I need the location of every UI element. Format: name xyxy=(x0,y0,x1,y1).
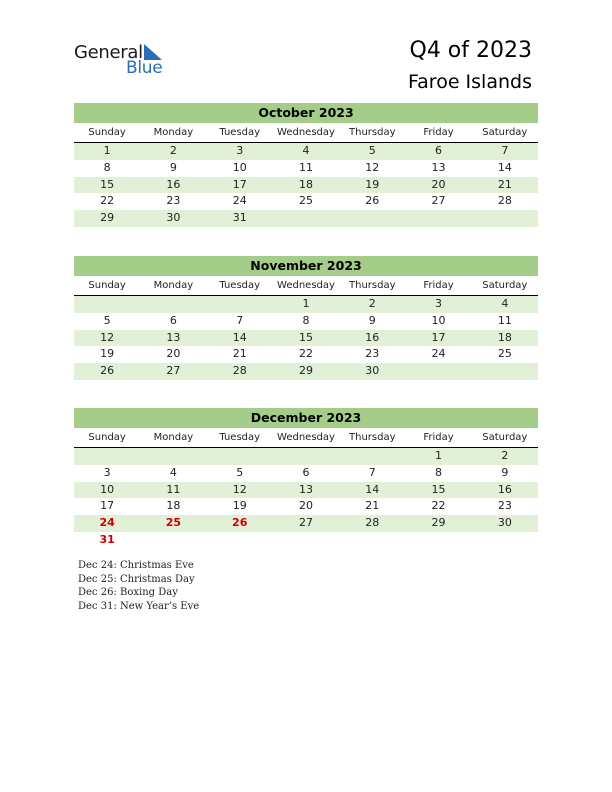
day-cell: 27 xyxy=(166,364,181,378)
week-row xyxy=(74,160,538,177)
day-cell: 14 xyxy=(365,482,380,496)
holiday-note: Dec 25: Christmas Day xyxy=(78,573,195,585)
day-cell: 16 xyxy=(166,177,181,191)
day-cell: 8 xyxy=(103,160,111,174)
day-cell: 27 xyxy=(431,194,446,208)
weekday-label: Saturday xyxy=(482,432,528,443)
day-cell: 2 xyxy=(501,449,509,462)
weekday-label: Monday xyxy=(153,127,194,138)
weekday-label: Wednesday xyxy=(277,280,335,291)
week-row xyxy=(74,498,538,515)
day-cell: 14 xyxy=(497,160,512,174)
day-cell: 2 xyxy=(368,297,376,310)
day-cell: 23 xyxy=(365,347,380,361)
empty-day-cell xyxy=(140,448,206,465)
day-cell: 8 xyxy=(435,465,443,479)
weekday-label: Wednesday xyxy=(277,127,335,138)
day-cell: 24 xyxy=(232,194,247,208)
week-row xyxy=(74,330,538,347)
day-cell: 12 xyxy=(100,330,115,344)
day-cell: 1 xyxy=(302,297,310,310)
week-row xyxy=(74,346,538,363)
weekday-label: Saturday xyxy=(482,280,528,291)
weekday-label: Sunday xyxy=(88,432,126,443)
day-cell: 25 xyxy=(497,347,512,361)
day-cell: 9 xyxy=(501,465,509,479)
weekday-label: Tuesday xyxy=(219,127,261,138)
day-cell: 22 xyxy=(298,347,313,361)
day-cell: 13 xyxy=(166,330,181,344)
day-cell: 29 xyxy=(100,211,115,225)
day-cell: 18 xyxy=(497,330,512,344)
empty-day-cell xyxy=(405,532,471,549)
day-cell: 17 xyxy=(431,330,446,344)
weekday-label: Sunday xyxy=(88,280,126,291)
day-cell: 9 xyxy=(169,160,177,174)
holiday-note: Dec 24: Christmas Eve xyxy=(78,560,194,571)
day-cell: 13 xyxy=(298,482,313,496)
day-cell: 5 xyxy=(236,465,244,479)
day-cell: 22 xyxy=(100,194,115,208)
week-row xyxy=(74,143,538,160)
day-cell: 14 xyxy=(232,330,247,344)
month-october xyxy=(74,103,538,227)
day-cell: 6 xyxy=(435,144,443,157)
day-cell: 15 xyxy=(431,482,446,496)
day-cell: 22 xyxy=(431,499,446,513)
week-row xyxy=(74,363,538,380)
weekday-label: Friday xyxy=(423,280,454,291)
day-cell: 28 xyxy=(232,364,247,378)
day-cell: 15 xyxy=(100,177,115,191)
day-cell: 18 xyxy=(298,177,313,191)
weekday-label: Thursday xyxy=(349,280,396,291)
weekday-label: Thursday xyxy=(349,432,396,443)
day-cell: 9 xyxy=(368,313,376,327)
day-cell: 23 xyxy=(497,499,512,513)
day-cell: 18 xyxy=(166,499,181,513)
week-row xyxy=(74,465,538,482)
weekday-label: Saturday xyxy=(482,127,528,138)
weekday-label: Sunday xyxy=(88,127,126,138)
day-cell: 13 xyxy=(431,160,446,174)
day-cell: 12 xyxy=(365,160,380,174)
empty-day-cell xyxy=(472,532,538,549)
weekday-header-row xyxy=(74,278,538,296)
logo-word-blue: Blue xyxy=(126,58,163,78)
day-cell: 20 xyxy=(431,177,446,191)
weekday-header-row xyxy=(74,125,538,143)
month-november xyxy=(74,256,538,380)
week-row xyxy=(74,177,538,194)
weekday-label: Wednesday xyxy=(277,432,335,443)
holiday-note: Dec 31: New Year’s Eve xyxy=(78,600,200,612)
day-cell: 5 xyxy=(368,144,376,157)
day-cell: 2 xyxy=(169,144,177,157)
weekday-label: Thursday xyxy=(349,127,396,138)
day-cell: 15 xyxy=(298,330,313,344)
day-cell: 12 xyxy=(232,482,247,496)
week-row xyxy=(74,515,538,532)
day-cell: 4 xyxy=(501,297,509,310)
holiday-note: Dec 26: Boxing Day xyxy=(78,587,178,598)
day-cell: 25 xyxy=(298,194,313,208)
day-cell: 11 xyxy=(166,482,181,496)
day-cell: 21 xyxy=(497,177,512,191)
week-row xyxy=(74,313,538,330)
day-cell: 29 xyxy=(298,364,313,378)
empty-day-cell xyxy=(273,532,339,549)
empty-day-cell xyxy=(339,448,405,465)
day-cell: 31 xyxy=(232,211,247,225)
weekday-label: Monday xyxy=(153,432,194,443)
day-cell: 26 xyxy=(232,516,248,530)
day-cell: 17 xyxy=(232,177,247,191)
week-row xyxy=(74,296,538,313)
day-cell: 30 xyxy=(497,516,512,530)
weekday-label: Tuesday xyxy=(219,432,261,443)
empty-day-cell xyxy=(405,210,471,227)
day-cell: 26 xyxy=(100,364,115,378)
day-cell: 3 xyxy=(236,144,244,157)
day-cell: 25 xyxy=(165,516,182,530)
day-cell: 19 xyxy=(232,499,247,513)
weekday-label: Monday xyxy=(153,280,194,291)
holiday-notes xyxy=(78,559,199,613)
country-name: Faroe Islands xyxy=(407,71,532,93)
empty-day-cell xyxy=(339,532,405,549)
day-cell: 10 xyxy=(232,160,247,174)
day-cell: 7 xyxy=(236,313,244,327)
day-cell: 31 xyxy=(99,532,115,546)
day-cell: 8 xyxy=(302,313,310,327)
day-cell: 6 xyxy=(302,465,310,479)
day-cell: 24 xyxy=(99,516,115,530)
day-cell: 30 xyxy=(166,211,181,225)
day-cell: 26 xyxy=(365,194,380,208)
empty-day-cell xyxy=(472,363,538,380)
empty-day-cell xyxy=(273,448,339,465)
day-cell: 16 xyxy=(365,330,380,344)
day-cell: 1 xyxy=(435,449,443,462)
weekday-header-row xyxy=(74,430,538,448)
empty-day-cell xyxy=(339,210,405,227)
day-cell: 21 xyxy=(232,347,247,361)
day-cell: 28 xyxy=(497,194,512,208)
empty-day-cell xyxy=(207,448,273,465)
empty-day-cell xyxy=(472,210,538,227)
day-cell: 10 xyxy=(431,313,446,327)
day-cell: 7 xyxy=(501,144,509,157)
week-row xyxy=(74,193,538,210)
empty-day-cell xyxy=(74,448,140,465)
day-cell: 30 xyxy=(365,364,380,378)
day-cell: 24 xyxy=(431,347,446,361)
weekday-label: Tuesday xyxy=(219,280,261,291)
week-row xyxy=(74,448,538,465)
month-title: November 2023 xyxy=(74,256,538,276)
day-cell: 28 xyxy=(365,516,380,530)
week-row xyxy=(74,210,538,227)
empty-day-cell xyxy=(74,296,140,313)
weekday-label: Friday xyxy=(423,432,454,443)
day-cell: 7 xyxy=(368,465,376,479)
day-cell: 11 xyxy=(497,313,512,327)
weekday-label: Friday xyxy=(423,127,454,138)
month-december xyxy=(74,408,538,549)
day-cell: 29 xyxy=(431,516,446,530)
day-cell: 10 xyxy=(100,482,115,496)
day-cell: 21 xyxy=(365,499,380,513)
day-cell: 6 xyxy=(169,313,177,327)
empty-day-cell xyxy=(140,532,206,549)
day-cell: 17 xyxy=(100,499,115,513)
day-cell: 27 xyxy=(298,516,313,530)
day-cell: 19 xyxy=(365,177,380,191)
day-cell: 11 xyxy=(298,160,313,174)
month-title: October 2023 xyxy=(74,103,538,123)
day-cell: 4 xyxy=(302,144,310,157)
week-row xyxy=(74,532,538,549)
page-title: Q4 of 2023 xyxy=(409,38,532,63)
logo-word-general: General xyxy=(74,42,143,63)
day-cell: 20 xyxy=(298,499,313,513)
day-cell: 3 xyxy=(435,297,443,310)
week-row xyxy=(74,482,538,499)
empty-day-cell xyxy=(207,296,273,313)
day-cell: 20 xyxy=(166,347,181,361)
day-cell: 1 xyxy=(103,144,111,157)
empty-day-cell xyxy=(405,363,471,380)
empty-day-cell xyxy=(207,532,273,549)
generalblue-logo xyxy=(74,42,184,78)
day-cell: 23 xyxy=(166,194,181,208)
day-cell: 5 xyxy=(103,313,111,327)
day-cell: 4 xyxy=(169,465,177,479)
empty-day-cell xyxy=(140,296,206,313)
day-cell: 3 xyxy=(103,465,111,479)
empty-day-cell xyxy=(273,210,339,227)
day-cell: 16 xyxy=(497,482,512,496)
day-cell: 19 xyxy=(100,347,115,361)
month-title: December 2023 xyxy=(74,408,538,428)
